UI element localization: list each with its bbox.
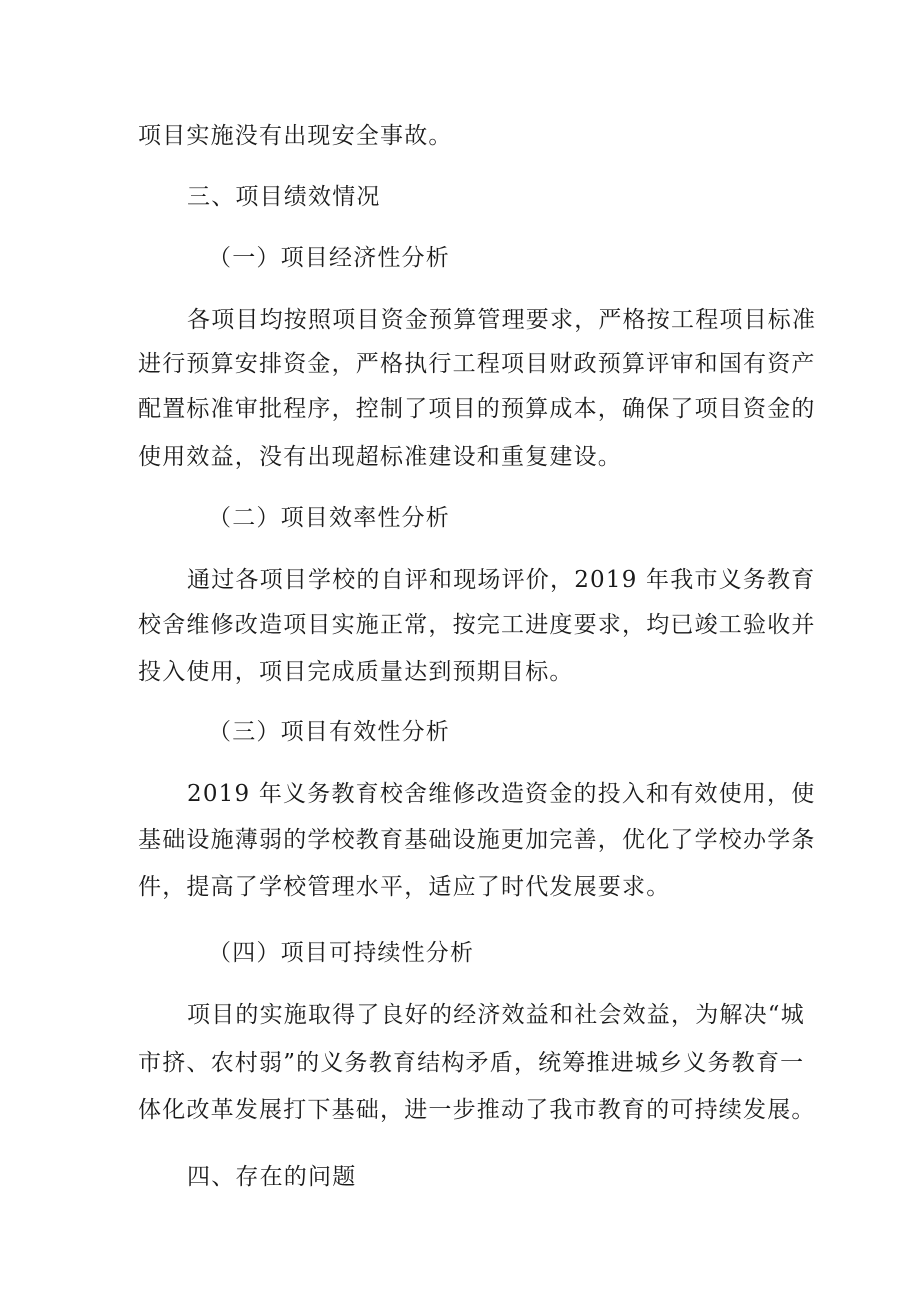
subsection-heading: （四）项目可持续性分析 [208,940,475,966]
paragraph-line: 校舍维修改造项目实施正常，按完工进度要求，均已竣工验收并 [138,612,816,638]
section-heading: 三、项目绩效情况 [187,184,381,210]
paragraph-line: 基础设施薄弱的学校教育基础设施更加完善，优化了学校办学条 [138,827,816,853]
paragraph-line: 2019 年义务教育校舍维修改造资金的投入和有效使用，使 [187,781,816,807]
subsection-heading: （一）项目经济性分析 [208,245,450,271]
paragraph-line: 市挤、农村弱”的义务教育结构矛盾，统筹推进城乡义务教育一 [138,1050,805,1076]
paragraph-line: 进行预算安排资金，严格执行工程项目财政预算评审和国有资产 [138,351,816,377]
paragraph-line: 投入使用，项目完成质量达到预期目标。 [138,659,574,685]
section-heading: 四、存在的问题 [187,1164,357,1190]
paragraph-line: 件，提高了学校管理水平，适应了时代发展要求。 [138,874,671,900]
paragraph-line: 使用效益，没有出现超标准建设和重复建设。 [138,444,622,470]
paragraph-line: 项目实施没有出现安全事故。 [138,123,453,149]
paragraph-line: 体化改革发展打下基础，进一步推动了我市教育的可持续发展。 [138,1097,816,1123]
paragraph-line: 项目的实施取得了良好的经济效益和社会效益，为解决“城 [187,1002,805,1028]
paragraph-line: 通过各项目学校的自评和现场评价，2019 年我市义务教育 [187,567,816,593]
subsection-heading: （三）项目有效性分析 [208,719,450,745]
subsection-heading: （二）项目效率性分析 [208,505,450,531]
paragraph-line: 各项目均按照项目资金预算管理要求，严格按工程项目标准 [187,307,817,333]
paragraph-line: 配置标准审批程序，控制了项目的预算成本，确保了项目资金的 [138,396,816,422]
